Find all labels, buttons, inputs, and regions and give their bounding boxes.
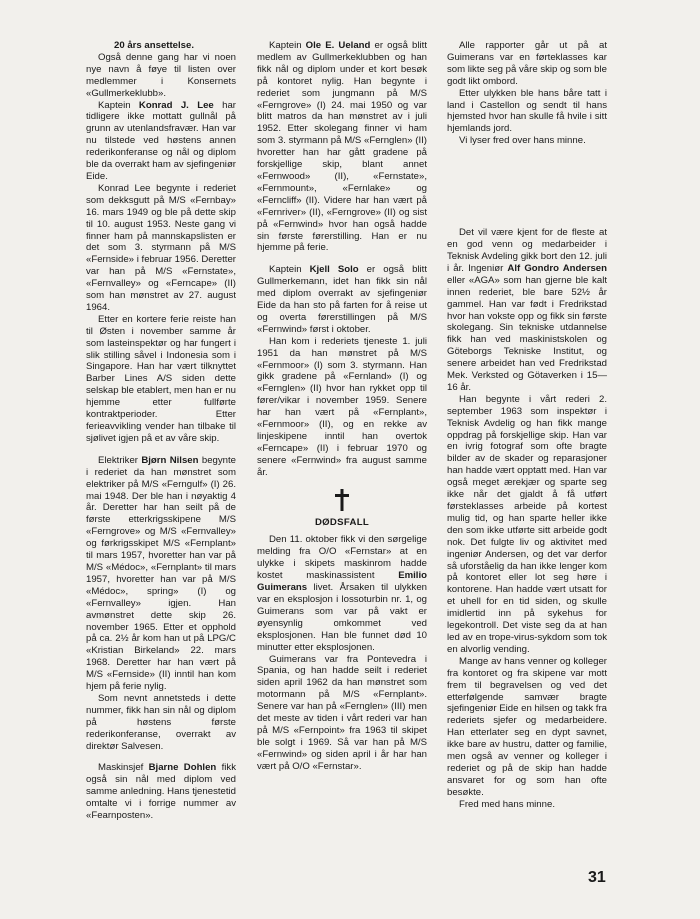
- paragraph: Kaptein Ole E. Ueland er også blitt medlem av Gullmerkeklubben og han fikk nål og diplom under et kort besøk på kontoret nylig. Han begynte i rederiet som jungmann på M/S «Ferngrove» (I) 24. mai 1950 og var blitt matros da han mønstret av i juli 1952. Etter skolegang finner vi ham som 3. styrmann på M/S «Fernglen» (II) hvoretter han har gått gradene på forskjellige skip, blant annet «Fernwood» (II), «Fernstate», «Fernmount», «Fernlake» og «Ferncliff» (II). Videre har han vært på «Fernriver» (II), «Ferngrove» (II) og sist på «Fernwind» hvor han også hadde sin første førerstilling. Han er nu hjemme på ferie.: [257, 40, 427, 254]
- column-right: [447, 40, 607, 811]
- section-heading: 20 års ansettelse.: [114, 40, 195, 51]
- paragraph: Den 11. oktober fikk vi den sørgelige melding fra O/O «Fernstar» at en ulykke i skipets maskinrom hadde kostet maskinassistent Emilio Guimerans livet. Årsaken til ulykken var en eksplosjon i lossoturbin nr. 1, og Guimerans som var på vakt er øyensynlig omkommet ved eksplosjonen. Han ble funnet død 10 minutter etter eksplosjonen.: [257, 534, 427, 653]
- paragraph: Også denne gang har vi noen nye navn å føye til listen over medlemmer i Konsernets «Gullmerkeklubb».: [86, 51, 236, 99]
- section-heading: DØDSFALL: [314, 516, 370, 528]
- paragraph: Han begynte i vårt rederi 2. september 1963 som inspektør i Teknisk Avdelig og han fikk mange oppdrag på forskjellige skip. Han var en ivrig fotograf som ofte bragte bilder av de skader og reparasjoner han hadde vært opptatt med. Han var også meget ærekjær og sparte seg ikke når det gjaldt å få utført førsteklasses arbeide på kortest mulig tid, og han sparte heller ikke den som ikke utførte sitt arbeide godt nok. Det fulgte liv og aktivitet med ingeniør Andersen, og det var derfor så uforståelig da han ikke lenger kom på kontoret eller lot seg høre i kontorene. Han hadde vært utsatt for et uhell for en tid siden, og skulle imidlertid inn på sykehus for legekontroll. Det viste seg da at han led av en trope-virus-sykdom som tok en alvorlig vending.: [447, 393, 607, 655]
- paragraph: Elektriker Bjørn Nilsen begynte i rederiet da han mønstret som elektriker på M/S «Ferngulf» (I) 26. mai 1948. Der ble han i nøyaktig 4 år. Deretter har han seilt på de første etterkrigsskipene M/S «Ferngrove» og M/S «Fernvalley» og førkrigsskipet M/S «Fernplant» til mars 1957, hvoretter han var på M/S «Médoc», «Fernplant» til mars 1957, hvoretter han var på M/S «Médoc», spring» (I) og «Fernvalley» igjen. Han avmønstret dette skip 26. november 1965. Etter et opphold på ca. 2½ år kom han ut på LPG/C «Kristian Birkeland» 22. mars 1968. Deretter har han vært på M/S «Fernside» (II) inntil han kom hjem på ferie nylig.: [86, 454, 236, 693]
- paragraph: Konrad Lee begynte i rederiet som dekksgutt på M/S «Fernbay» 16. mars 1949 og ble på dette skip til 10. august 1953. Neste gang vi finner ham på mannskapslisten er det som 3. styrmann på M/S «Fernside» i februar 1956. Deretter var han på M/S «Fernstate», «Fernvalley» og «Ferncape» (II) som han mønstret av 27. august 1964.: [86, 182, 236, 313]
- paragraph: Mange av hans venner og kolleger fra kontoret og fra skipene var mott frem til begravelsen og ved det etterfølgende samvær bragte sjefingeniør Eide en hilsen og takk fra rederiets sjefer og medarbeidere. Han etterlater seg en dypt savnet, ikke bare av hustru, datter og familie, men også av venner og kolleger i rederiet og på de skip han hadde ansvaret for og som han ofte besøkte.: [447, 655, 607, 798]
- paragraph: Vi lyser fred over hans minne.: [459, 135, 586, 147]
- paragraph: Han kom i rederiets tjeneste 1. juli 1951 da han mønstret på M/S «Fernmoor» (I) som 3. styrmann. Han gikk gradene på «Fernland» (I) og «Fernglen» (II) hvor han rykket opp til fører/vikar i november 1959. Senere har han vært på «Fernplant», «Fernmoor» (II), og en rekke av linjeskipene inntil han overtok «Ferncape» (II) i februar 1970 og senere «Fernwind» fra august samme år.: [257, 335, 427, 478]
- paragraph: Kaptein Konrad J. Lee har tidligere ikke mottatt gullnål på grunn av utenlandsfravær. Han var nu tilstede ved høstens annen rederikonferanse og nål og diplom ble da overrakt ham av sjefingeniør Eide.: [86, 99, 236, 182]
- paragraph: Guimerans var fra Pontevedra i Spania, og han hadde seilt i rederiet siden april 1962 da han mønstret som motormann på M/S «Fernplant». Senere var han på «Fernglen» (III) men det meste av tiden i vårt rederi var han på M/S «Fernpoint» fra 1963 til skipet ble solgt i 1969. Så var han på M/S «Fernwind» og siden april i år har han vært på O/O «Fernstar».: [257, 653, 427, 772]
- paragraph: Som nevnt annetsteds i dette nummer, fikk han sin nål og diplom på høstens første rederikonferanse, overrakt av direktør Salvesen.: [86, 692, 236, 752]
- person-name: Bjarne Dohlen: [148, 762, 217, 774]
- person-name: Emilio Guimerans: [257, 570, 427, 594]
- cross-ornament: [257, 489, 427, 515]
- paragraph: Etter en kortere ferie reiste han til Østen i november samme år som lasteinspektør og har fungert i slik stilling såvel i Indonesia som i Singapore. Han har vært tilknyttet Barber Lines A/S siden dette selskap ble etablert, men han er nu hjemme etter fullførte kontraktperioder. Etter ferieavvikling vender han tilbake til sjølivet igjen på et av våre skip.: [86, 313, 236, 444]
- column-gap: [447, 147, 607, 227]
- person-name: Bjørn Nilsen: [141, 454, 199, 466]
- paragraph: Fred med hans minne.: [459, 798, 555, 810]
- person-name: Alf Gondro Andersen: [507, 262, 607, 274]
- paragraph: Etter ulykken ble hans båre tatt i land i Castellon og sendt til hans hjemsted hvor han skulle få hvile i sitt hjemlands jord.: [447, 87, 607, 135]
- page-number: 31: [588, 869, 606, 886]
- latin-cross-icon: [335, 489, 349, 511]
- paragraph: Det vil være kjent for de fleste at en god venn og medarbeider i Teknisk Avdeling gikk bort den 12. juli i år. Ingeniør Alf Gondro Andersen eller «AGA» som han gjerne ble kalt innen rederiet, ble bare 52½ år gammel. Han var født i Fredrikstad hvor han vokste opp og fikk sin første skolegang. Sin tekniske utdannelse fikk han ved maskinistskolen og Göteborgs Tekniske Institut, og senere arbeidet han ved Fredrikstad Mek. Verksted og Götaverken i 15—16 år.: [447, 227, 607, 393]
- column-left: [86, 40, 236, 822]
- paragraph: Alle rapporter går ut på at Guimerans var en førteklasses kar som likte seg på våre skip og som ble godt likt ombord.: [447, 40, 607, 87]
- person-name: Ole E. Ueland: [305, 40, 371, 51]
- paragraph: Kaptein Kjell Solo er også blitt Gullmerkemann, idet han fikk sin nål med diplom overrakt av sjefingeniør Eide da han sto på farten for å reise ut og overta førerstillingen på M/S «Fernwind» først i oktober.: [257, 264, 427, 335]
- person-name: Kjell Solo: [309, 264, 359, 276]
- column-middle: [257, 40, 427, 773]
- paragraph: Maskinsjef Bjarne Dohlen fikk også sin nål med diplom ved samme anledning. Hans tjenestetid omtalte vi i forrige nummer av «Fearnposten».: [86, 762, 236, 822]
- person-name: Konrad J. Lee: [138, 99, 214, 111]
